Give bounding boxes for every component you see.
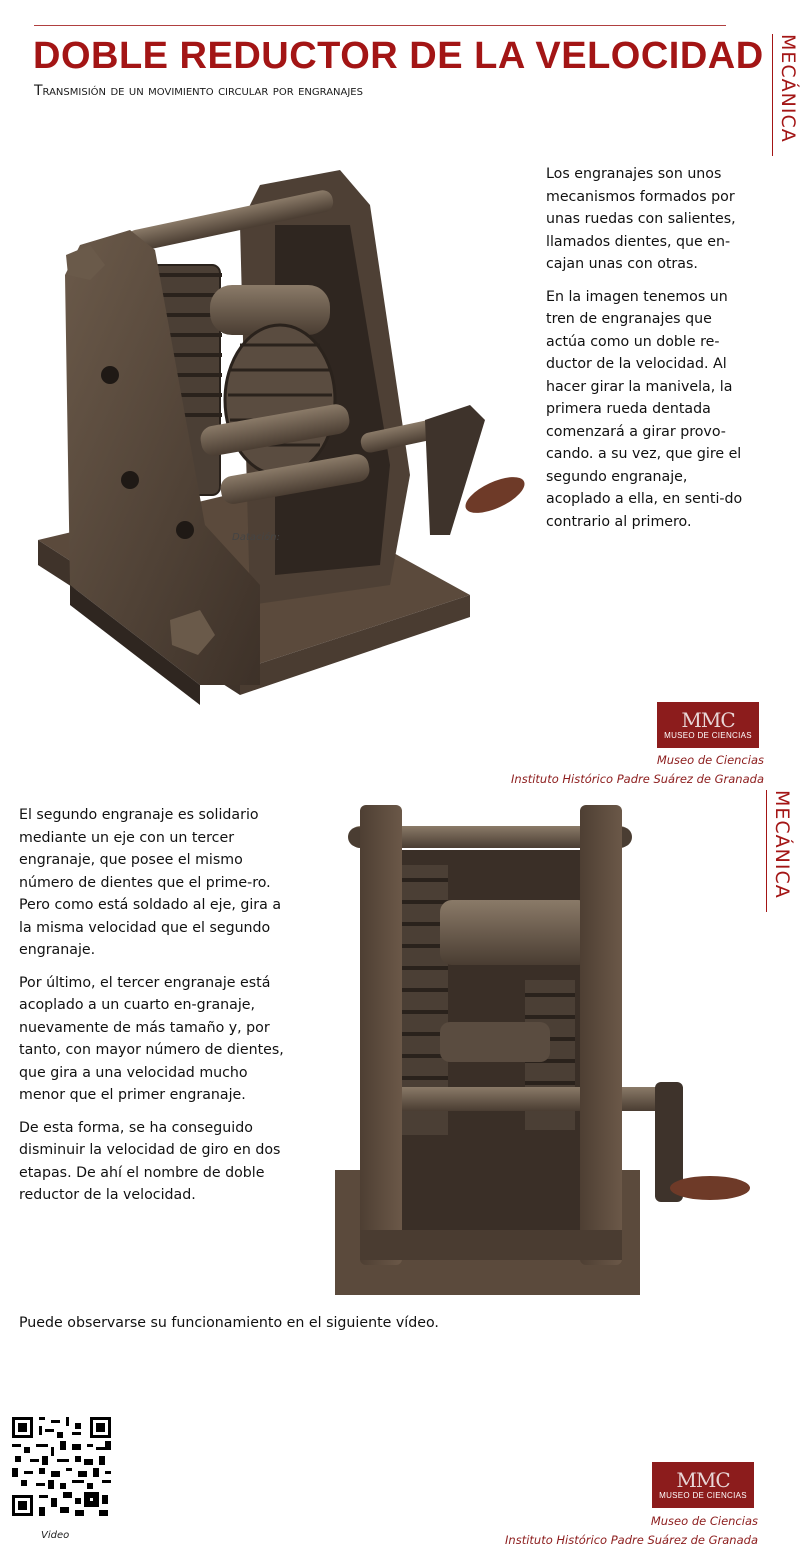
page-title: DOBLE REDUCTOR DE LA VELOCIDAD: [33, 35, 764, 77]
museum-credit: [511, 751, 764, 789]
qr-code[interactable]: [12, 1417, 111, 1516]
intro-text: [546, 163, 756, 543]
logo-mark: MMC: [676, 1468, 730, 1492]
paragraph: De esta forma, se ha conseguido disminuir la velocidad de giro en dos etapas. De ahí el nombre de doble reductor de la velocidad.: [19, 1119, 281, 1203]
qr-label: Video: [41, 1530, 70, 1541]
logo-wordmark: MUSEO DE CIENCIAS: [659, 1491, 747, 1500]
header-rule: [34, 25, 726, 26]
page-subtitle: Transmisión de un movimiento circular por engranajes: [34, 83, 363, 99]
logo-mark: MMC: [681, 708, 735, 732]
museum-credit-footer: [505, 1512, 758, 1550]
paragraph: En la imagen tenemos un tren de engranajes que actúa como un doble re-ductor de la velocidad. Al hacer girar la manivela, la primera rueda dentada comenzará a girar provo-cando. a su vez, que gire el segundo engranaje, acoplado a ella, en senti-do contrario al primero.: [546, 288, 743, 530]
category-tag-2: MECÁNICA: [766, 790, 793, 912]
gear-reducer-photo-front: [330, 790, 750, 1300]
category-tag: MECÁNICA: [772, 34, 799, 156]
video-note: Puede observarse su funcionamiento en el siguiente vídeo.: [19, 1315, 439, 1331]
museum-logo: [657, 702, 759, 748]
paragraph: Los engranajes son unos mecanismos formados por unas ruedas con salientes, llamados dientes, que en-cajan unas con otras.: [546, 166, 736, 272]
credit-museum: Museo de Ciencias: [656, 753, 764, 767]
logo-wordmark: MUSEO DE CIENCIAS: [664, 731, 752, 740]
explanation-text: [19, 804, 289, 1217]
photo-dating-label: Datación:: [232, 532, 280, 543]
credit-institute: Instituto Histórico Padre Suárez de Granada: [505, 1533, 758, 1547]
paragraph: El segundo engranaje es solidario mediante un eje con un tercer engranaje, que posee el mismo número de dientes que el prime-ro. Pero como está soldado al eje, gira a la misma velocidad que el segundo engranaje.: [19, 807, 282, 958]
paragraph: Por último, el tercer engranaje está acoplado a un cuarto en-granaje, nuevamente de más tamaño y, por tanto, con mayor número de dientes, que gira a una velocidad mucho menor que el primer engranaje.: [19, 974, 284, 1103]
credit-institute: Instituto Histórico Padre Suárez de Granada: [511, 772, 764, 786]
museum-logo-footer: [652, 1462, 754, 1508]
gear-reducer-photo-angled: [30, 165, 535, 740]
credit-museum: Museo de Ciencias: [650, 1514, 758, 1528]
